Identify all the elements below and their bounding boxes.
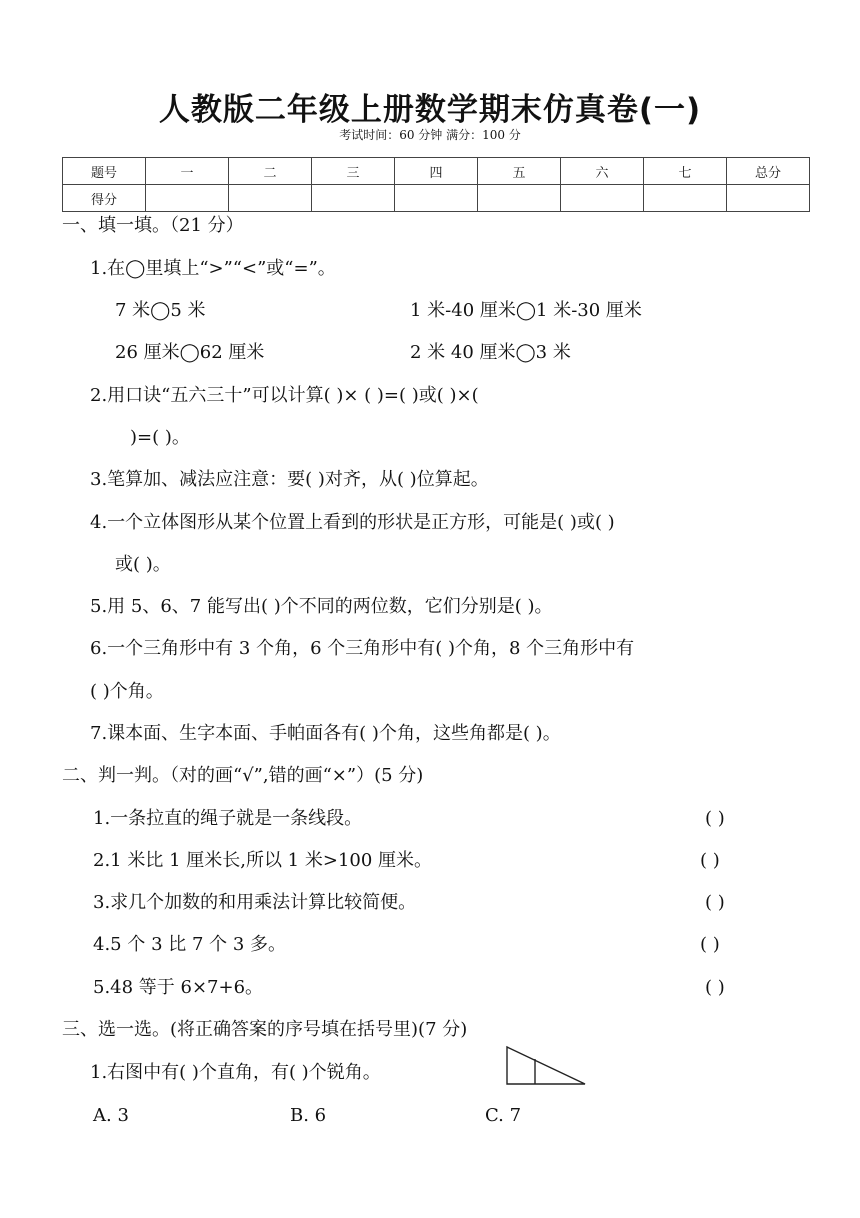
judge-answer-bracket-3[interactable]: ( ) bbox=[705, 892, 725, 913]
question-1-1: 1.在◯里填上“>”“<”或“=”。 bbox=[90, 258, 336, 279]
score-input-cell[interactable] bbox=[727, 185, 810, 212]
question-1-6-line2: ( )个角。 bbox=[90, 681, 164, 702]
score-input-cell[interactable] bbox=[644, 185, 727, 212]
question-1-7: 7.课本面、生字本面、手帕面各有( )个角，这些角都是( )。 bbox=[90, 723, 561, 744]
score-input-cell[interactable] bbox=[395, 185, 478, 212]
exam-title: 人教版二年级上册数学期末仿真卷(一) bbox=[158, 92, 702, 128]
score-input-cell[interactable] bbox=[312, 185, 395, 212]
score-table bbox=[62, 157, 810, 212]
section2-heading: 二、判一判。（对的画“√”,错的画“×”）(5 分) bbox=[62, 765, 424, 786]
score-table-score-row bbox=[63, 185, 810, 212]
option-b[interactable]: B. 6 bbox=[290, 1105, 327, 1126]
score-cell: 三 bbox=[312, 158, 395, 185]
score-cell: 总分 bbox=[727, 158, 810, 185]
score-cell: 四 bbox=[395, 158, 478, 185]
score-input-cell[interactable] bbox=[561, 185, 644, 212]
compare-item-d: 2 米 40 厘米◯3 米 bbox=[410, 342, 571, 363]
section1-heading: 一、填一填。（21 分） bbox=[62, 215, 244, 236]
judge-answer-bracket-5[interactable]: ( ) bbox=[705, 977, 725, 998]
judge-item-5: 5.48 等于 6×7+6。 bbox=[93, 977, 264, 998]
judge-item-1: 1.一条拉直的绳子就是一条线段。 bbox=[93, 808, 363, 829]
judge-answer-bracket-1[interactable]: ( ) bbox=[705, 808, 725, 829]
score-cell: 五 bbox=[478, 158, 561, 185]
question-3-1: 1.右图中有( )个直角，有( )个锐角。 bbox=[90, 1062, 381, 1083]
compare-item-a: 7 米◯5 米 bbox=[115, 300, 206, 321]
judge-answer-bracket-2[interactable]: ( ) bbox=[700, 850, 720, 871]
question-1-3: 3.笔算加、减法应注意：要( )对齐，从( )位算起。 bbox=[90, 469, 489, 490]
score-input-cell[interactable] bbox=[146, 185, 229, 212]
judge-answer-bracket-4[interactable]: ( ) bbox=[700, 934, 720, 955]
question-1-4-line2: 或( )。 bbox=[115, 554, 171, 575]
score-input-cell[interactable] bbox=[478, 185, 561, 212]
section3-heading: 三、选一选。(将正确答案的序号填在括号里)(7 分) bbox=[62, 1019, 468, 1040]
score-cell: 二 bbox=[229, 158, 312, 185]
judge-item-4: 4.5 个 3 比 7 个 3 多。 bbox=[93, 934, 287, 955]
question-1-4-line1: 4.一个立体图形从某个位置上看到的形状是正方形，可能是( )或( ) bbox=[90, 512, 615, 533]
question-1-2-line1: 2.用口诀“五六三十”可以计算( )× ( )=( )或( )×( bbox=[90, 385, 479, 406]
score-cell: 一 bbox=[146, 158, 229, 185]
compare-item-b: 1 米-40 厘米◯1 米-30 厘米 bbox=[410, 300, 642, 321]
exam-subtitle: 考试时间：60 分钟 满分：100 分 bbox=[339, 128, 521, 142]
score-cell: 六 bbox=[561, 158, 644, 185]
judge-item-2: 2.1 米比 1 厘米长,所以 1 米>100 厘米。 bbox=[93, 850, 433, 871]
judge-item-3: 3.求几个加数的和用乘法计算比较简便。 bbox=[93, 892, 417, 913]
score-table-header-row bbox=[63, 158, 810, 185]
option-a[interactable]: A. 3 bbox=[93, 1105, 129, 1126]
score-label-cell: 得分 bbox=[63, 185, 146, 212]
question-1-6-line1: 6.一个三角形中有 3 个角，6 个三角形中有( )个角，8 个三角形中有 bbox=[90, 638, 635, 659]
question-1-5: 5.用 5、6、7 能写出( )个不同的两位数，它们分别是( )。 bbox=[90, 596, 553, 617]
score-cell: 七 bbox=[644, 158, 727, 185]
option-c[interactable]: C. 7 bbox=[485, 1105, 522, 1126]
score-cell: 题号 bbox=[63, 158, 146, 185]
score-input-cell[interactable] bbox=[229, 185, 312, 212]
question-1-2-line2: )=( )。 bbox=[130, 427, 190, 448]
right-triangle-figure bbox=[505, 1045, 589, 1087]
compare-item-c: 26 厘米◯62 厘米 bbox=[115, 342, 265, 363]
